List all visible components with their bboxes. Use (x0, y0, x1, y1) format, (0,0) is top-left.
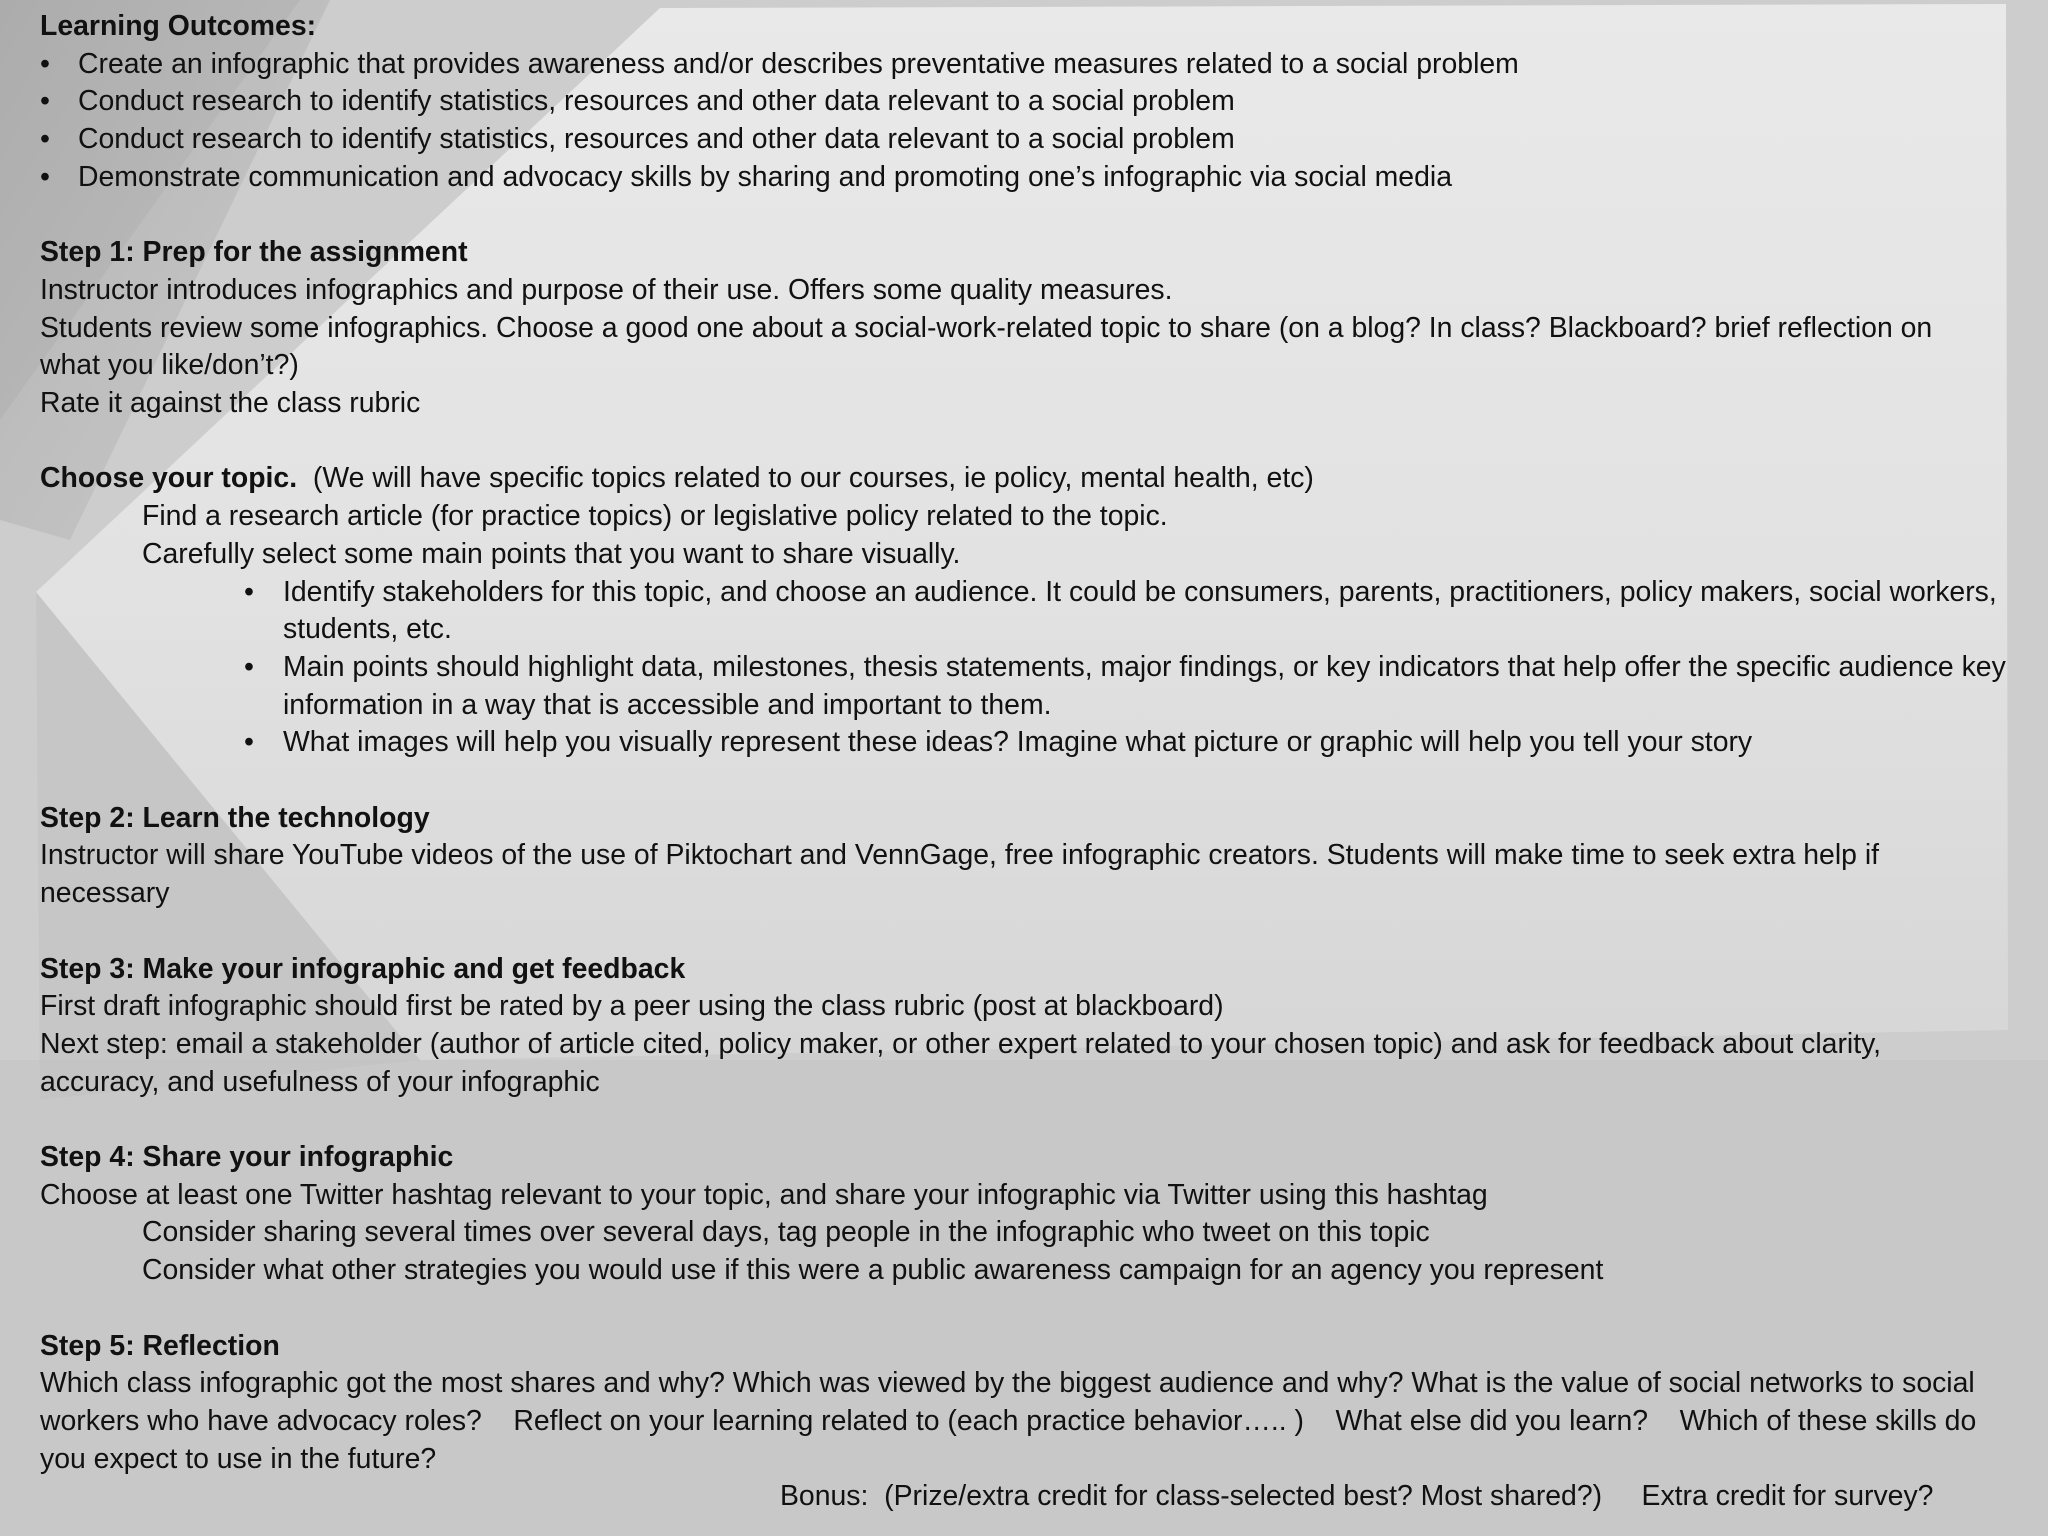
step5-heading: Step 5: Reflection (40, 1329, 280, 1362)
bullet-icon: • (40, 47, 50, 80)
outcome-text: Conduct research to identify statistics, resources and other data relevant to a social problem (78, 123, 1235, 156)
step4-line: Choose at least one Twitter hashtag relevant to your topic, and share your infographic via Twitter using this hashtag (40, 1178, 1488, 1211)
bullet-icon: • (244, 650, 254, 683)
step2-line: Instructor will share YouTube videos of the use of Piktochart and VennGage, free infographic creators. Students will make time to seek extra help if necessary (40, 839, 1880, 910)
outcome-text: Create an infographic that provides awareness and/or describes preventative measures related to a social problem (78, 47, 1519, 80)
bullet-icon: • (244, 726, 254, 759)
outcome-item (40, 121, 2030, 159)
step1-heading: Step 1: Prep for the assignment (40, 236, 468, 269)
topic-bullet-text: What images will help you visually represent these ideas? Imagine what picture or graphic will help you tell your story (283, 726, 1753, 759)
topic-bullet-item (40, 649, 2030, 724)
step4-heading: Step 4: Share your infographic (40, 1141, 454, 1174)
topic-bullet-item (40, 724, 2030, 762)
choose-topic-heading: Choose your topic. (40, 462, 298, 495)
step1-line: Students review some infographics. Choose a good one about a social-work-related topic to share (on a blog? In class? Blackboard? brief reflection on what you like/don’t?) (40, 311, 1933, 382)
step2-heading: Step 2: Learn the technology (40, 801, 430, 834)
choose-topic-row (40, 460, 2030, 498)
bullet-icon: • (244, 575, 254, 608)
topic-bullet-text: Main points should highlight data, milestones, thesis statements, major findings, or key indicators that help offer the specific audience key information in a way that is accessible and important to them. (283, 650, 2006, 721)
outcome-item (40, 46, 2030, 84)
step1-line: Rate it against the class rubric (40, 387, 421, 420)
choose-topic-indented-line: Carefully select some main points that you want to share visually. (142, 537, 961, 570)
step4-indented-line: Consider sharing several times over several days, tag people in the infographic who tweet on this topic (142, 1216, 1430, 1249)
step3-heading: Step 3: Make your infographic and get feedback (40, 952, 686, 985)
bullet-icon: • (40, 85, 50, 118)
topic-bullet-text: Identify stakeholders for this topic, and choose an audience. It could be consumers, parents, practitioners, policy makers, social workers, students, etc. (283, 575, 1997, 646)
step4-indented-line: Consider what other strategies you would use if this were a public awareness campaign for an agency you represent (142, 1254, 1604, 1287)
outcome-item (40, 83, 2030, 121)
outcome-text: Conduct research to identify statistics, resources and other data relevant to a social problem (78, 85, 1235, 118)
step3-line: First draft infographic should first be rated by a peer using the class rubric (post at blackboard) (40, 990, 1224, 1023)
topic-bullet-item (40, 574, 2030, 649)
step1-line: Instructor introduces infographics and purpose of their use. Offers some quality measures. (40, 273, 1173, 306)
choose-topic-note: (We will have specific topics related to our courses, ie policy, mental health, etc) (297, 462, 1314, 495)
assignment-document (40, 8, 2030, 1516)
step5-line: Which class infographic got the most shares and why? Which was viewed by the biggest audience and why? What is the value of social networks to social workers who have advocacy roles? Reflect on your learning related to (each practice behavior….. ) What else did you learn? Which of these skills do you expect to use in the future? (40, 1367, 1985, 1475)
bullet-icon: • (40, 160, 50, 193)
outcome-text: Demonstrate communication and advocacy skills by sharing and promoting one’s infographic via social media (78, 160, 1452, 193)
outcome-item (40, 159, 2030, 197)
bonus-line: Bonus: (Prize/extra credit for class-selected best? Most shared?) Extra credit for survey? (780, 1480, 1934, 1513)
learning-outcomes-heading: Learning Outcomes: (40, 10, 317, 42)
choose-topic-indented-line: Find a research article (for practice topics) or legislative policy related to the topic. (142, 500, 1168, 533)
step3-line: Next step: email a stakeholder (author of article cited, policy maker, or other expert related to your chosen topic) and ask for feedback about clarity, accuracy, and usefulness of your infographic (40, 1027, 1882, 1098)
bullet-icon: • (40, 123, 50, 156)
